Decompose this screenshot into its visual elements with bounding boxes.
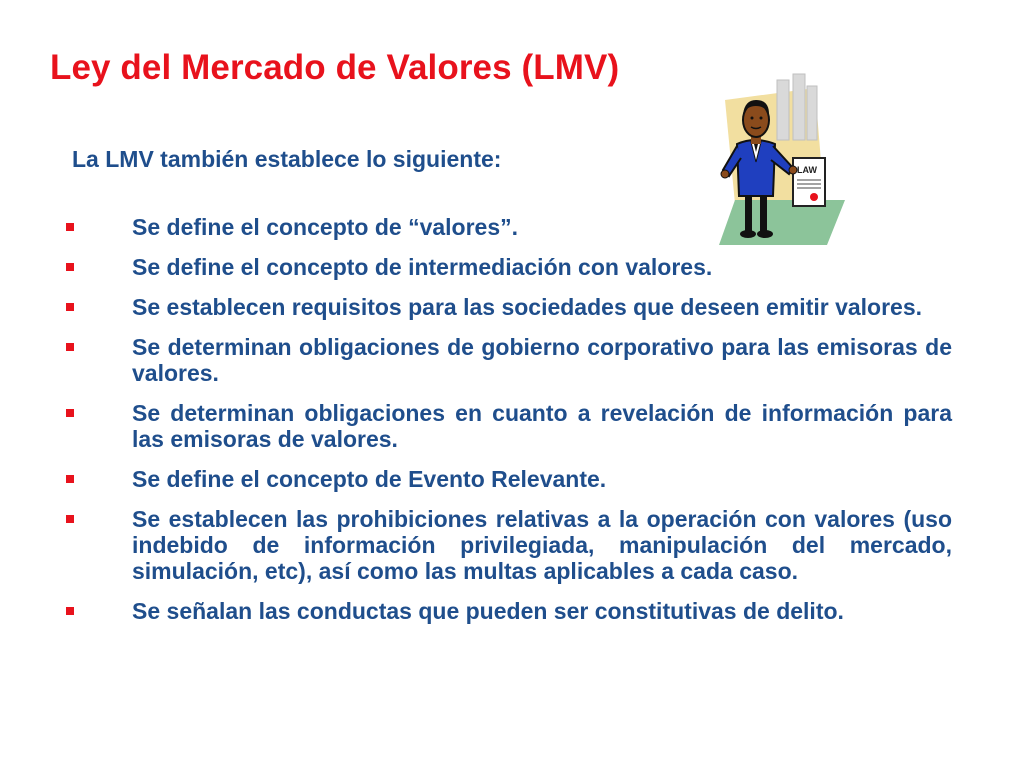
bullet-marker: [66, 223, 74, 231]
bullet-marker: [66, 607, 74, 615]
bullet-marker: [66, 343, 74, 351]
list-item-text: Se define el concepto de “valores”.: [132, 214, 519, 240]
bullet-marker: [66, 303, 74, 311]
list-item-text: Se determinan obligaciones de gobierno corporativo para las emisoras de valores.: [132, 334, 952, 386]
list-item-text: Se define el concepto de intermediación con valores.: [132, 254, 713, 280]
list-item: [62, 294, 952, 320]
list-item-text: Se señalan las conductas que pueden ser constitutivas de delito.: [132, 598, 844, 624]
law-label: LAW: [797, 165, 817, 175]
list-item-text: Se establecen las prohibiciones relativas a la operación con valores (uso indebido de información privilegiada, manipulación del mercado, simulación, etc), así como las multas aplicables a cada caso.: [132, 506, 952, 584]
bullet-marker: [66, 409, 74, 417]
law-document: [793, 158, 825, 206]
list-item-text: Se define el concepto de Evento Relevante.: [132, 466, 607, 492]
list-item: [62, 506, 952, 584]
slide-subtitle: La LMV también establece lo siguiente:: [72, 146, 502, 172]
bullet-marker: [66, 515, 74, 523]
list-item: [62, 466, 952, 492]
list-item-text: Se establecen requisitos para las sociedades que deseen emitir valores.: [132, 294, 923, 320]
list-item: [62, 334, 952, 386]
bullet-marker: [66, 475, 74, 483]
list-item: [62, 254, 952, 280]
slide-title: Ley del Mercado de Valores (LMV): [50, 48, 620, 87]
bullet-marker: [66, 263, 74, 271]
list-item: [62, 214, 952, 240]
bullet-list: [62, 214, 952, 638]
list-item: [62, 598, 952, 624]
list-item: [62, 400, 952, 452]
list-item-text: Se determinan obligaciones en cuanto a revelación de información para las emisoras de valores.: [132, 400, 952, 452]
